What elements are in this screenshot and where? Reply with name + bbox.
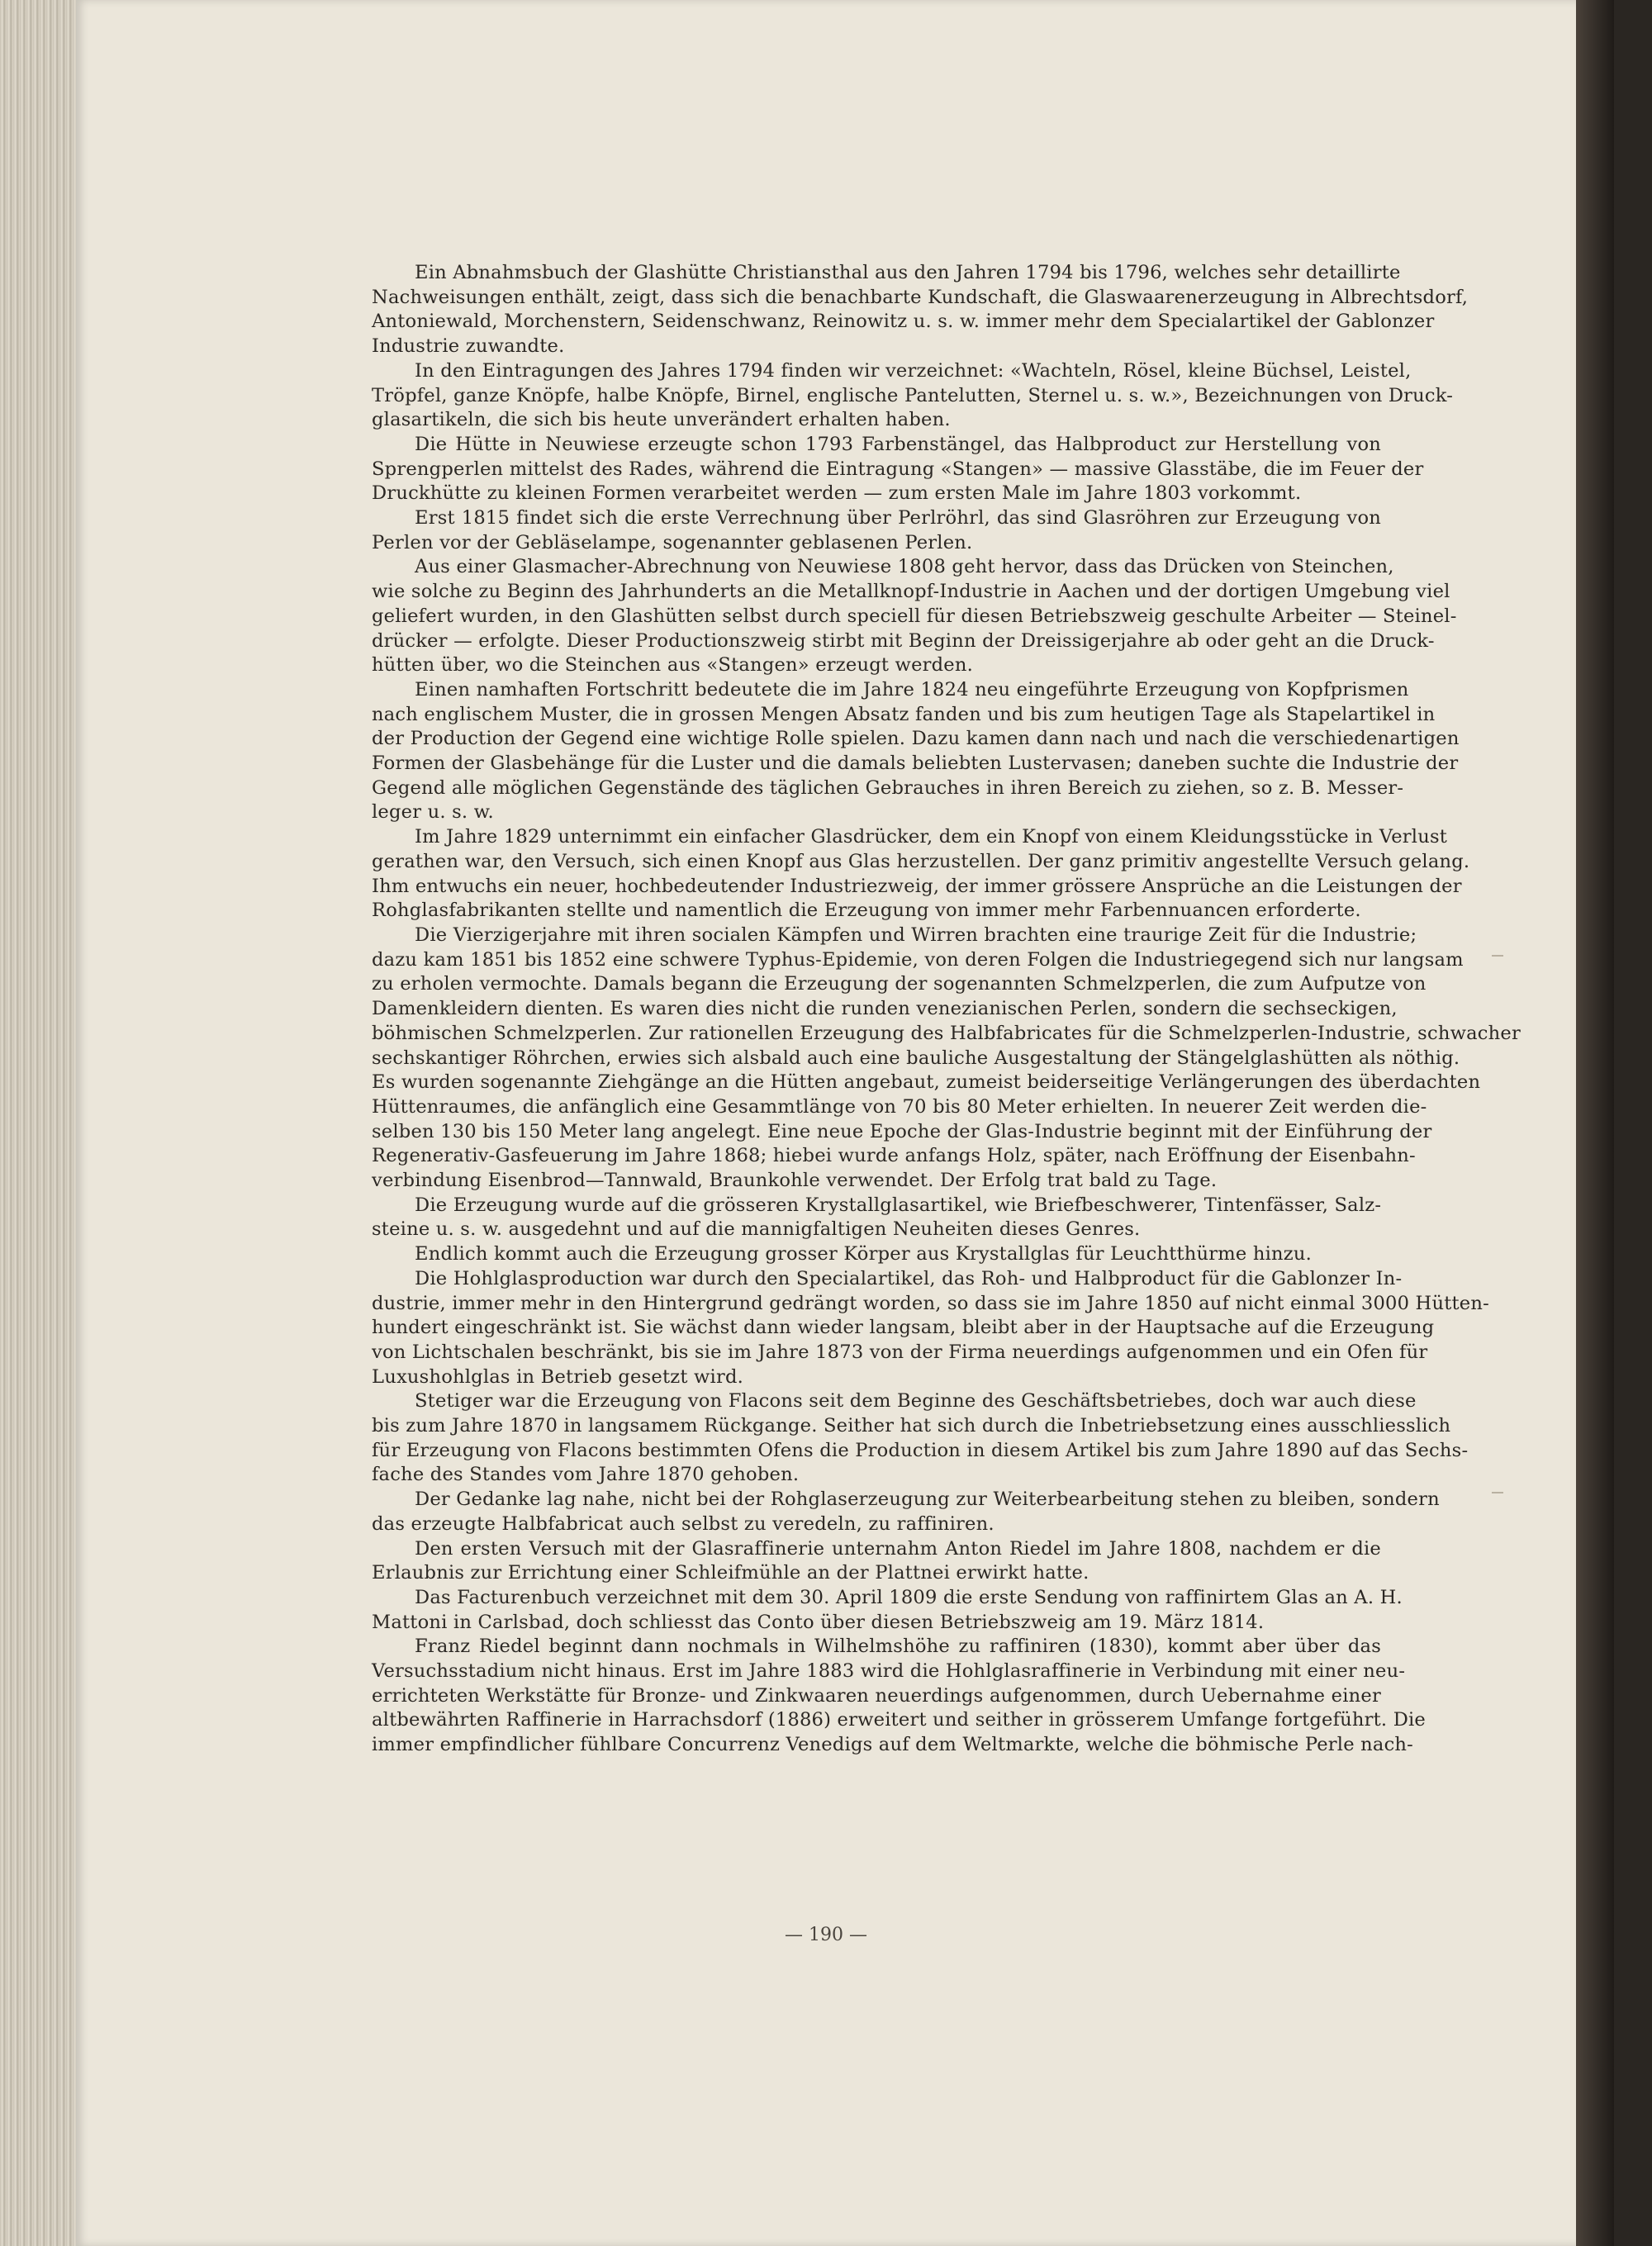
text-line: dustrie, immer mehr in den Hintergrund gedrängt worden, so dass sie im Jahre 1850 auf nicht einmal 3000 Hütten- [372,1292,1489,1314]
body-text [372,261,1521,1758]
text-line: Erst 1815 findet sich die erste Verrechnung über Perlröhrl, das sind Glasröhren zur Erzeugung von [415,507,1381,529]
text-line: Nachweisungen enthält, zeigt, dass sich die benachbarte Kundschaft, die Glaswaarenerzeugung in Albrechtsdorf, [372,286,1469,308]
text-line: der Production der Gegend eine wichtige Rolle spielen. Dazu kamen dann nach und nach die verschiedenartigen [372,728,1460,750]
text-line: Perlen vor der Gebläselampe, sogenannter geblasenen Perlen. [372,531,973,553]
text-line: Ein Abnahmsbuch der Glashütte Christiansthal aus den Jahren 1794 bis 1796, welches sehr detaillirte [415,262,1401,283]
text-line: Erlaubnis zur Errichtung einer Schleifmühle an der Plattnei erwirkt hatte. [372,1562,1089,1584]
text-line: selben 130 bis 150 Meter lang angelegt. Eine neue Epoche der Glas-Industrie beginnt mit der Einführung der [372,1120,1432,1142]
book-page-edges [0,0,76,2246]
text-line: bis zum Jahre 1870 in langsamem Rückgange. Seither hat sich durch die Inbetriebsetzung eines ausschliesslich [372,1415,1451,1437]
text-line: leger u. s. w. [372,801,494,824]
text-line: Tröpfel, ganze Knöpfe, halbe Knöpfe, Birnel, englische Pantelutten, Sternel u. s. w.», Bezeichnungen von Druck- [372,384,1454,406]
text-line: Endlich kommt auch die Erzeugung grosser Körper aus Krystallglas für Leuchtthürme hinzu. [415,1243,1313,1265]
text-line: Es wurden sogenannte Ziehgänge an die Hütten angebaut, zumeist beiderseitige Verlängerungen des überdachten [372,1071,1481,1094]
margin-mark [1492,1492,1503,1493]
margin-mark [1492,955,1503,957]
text-line: Sprengperlen mittelst des Rades, während die Eintragung «Stangen» — massive Glasstäbe, die im Feuer der [372,458,1424,480]
text-line: Antoniewald, Morchenstern, Seidenschwanz, Reinowitz u. s. w. immer mehr dem Specialartikel der Gablonzer [372,311,1435,333]
text-line: Die Vierzigerjahre mit ihren socialen Kämpfen und Wirren brachten eine traurige Zeit für die Industrie; [415,924,1417,946]
text-line: Rohglasfabrikanten stellte und namentlich die Erzeugung von immer mehr Farbennuancen erforderte. [372,900,1361,922]
text-line: Regenerativ-Gasfeuerung im Jahre 1868; hiebei wurde anfangs Holz, später, nach Eröffnung der Eisenbahn- [372,1145,1416,1167]
text-line: In den Eintragungen des Jahres 1794 finden wir verzeichnet: «Wachteln, Rösel, kleine Büchsel, Leistel, [415,359,1412,382]
text-line: für Erzeugung von Flacons bestimmten Ofens die Production in diesem Artikel bis zum Jahre 1890 auf das Sechs- [372,1439,1469,1461]
text-line: böhmischen Schmelzperlen. Zur rationellen Erzeugung des Halbfabricates für die Schmelzperlen-Industrie, schwacher [372,1022,1521,1044]
text-line: steine u. s. w. ausgedehnt und auf die mannigfaltigen Neuheiten dieses Genres. [372,1218,1141,1241]
text-line: nach englischem Muster, die in grossen Mengen Absatz fanden und bis zum heutigen Tage als Stapelartikel in [372,703,1436,725]
text-line: von Lichtschalen beschränkt, bis sie im Jahre 1873 von der Firma neuerdings aufgenommen und ein Ofen für [372,1341,1428,1363]
text-line: Einen namhaften Fortschritt bedeutete die im Jahre 1824 neu eingeführte Erzeugung von Kopfprismen [415,678,1409,700]
text-line: Mattoni in Carlsbad, doch schliesst das Conto über diesen Betriebszweig am 19. März 1814. [372,1611,1265,1633]
text-line: Aus einer Glasmacher-Abrechnung von Neuwiese 1808 geht hervor, dass das Drücken von Steinchen, [415,556,1394,578]
text-line: Industrie zuwandte. [372,335,565,358]
text-line: Stetiger war die Erzeugung von Flacons seit dem Beginne des Geschäftsbetriebes, doch war auch diese [415,1390,1417,1413]
text-line: Gegend alle möglichen Gegenstände des täglichen Gebrauches in ihren Bereich zu ziehen, so z. B. Messer- [372,776,1404,799]
text-line: Ihm entwuchs ein neuer, hochbedeutender Industriezweig, der immer grössere Ansprüche an die Leistungen der [372,875,1462,897]
text-line: Damenkleidern dienten. Es waren dies nicht die runden venezianischen Perlen, sondern die sechseckigen, [372,998,1398,1020]
text-line: immer empfindlicher fühlbare Concurrenz Venedigs auf dem Weltmarkte, welche die böhmische Perle nach- [372,1734,1414,1756]
text-line: Die Hütte in Neuwiese erzeugte schon 1793 Farbenstängel, das Halbproduct zur Herstellung von [415,433,1381,455]
text-line: Die Erzeugung wurde auf die grösseren Krystallglasartikel, wie Briefbeschwerer, Tintenfässer, Salz- [415,1194,1382,1216]
page-number: — 190 — [785,1925,867,1945]
text-line: Den ersten Versuch mit der Glasraffinerie unternahm Anton Riedel im Jahre 1808, nachdem er die [415,1537,1381,1560]
text-line: zu erholen vermochte. Damals begann die Erzeugung der sogenannten Schmelzperlen, die zum Aufputze von [372,973,1427,995]
text-line: wie solche zu Beginn des Jahrhunderts an die Metallknopf-Industrie in Aachen und der dortigen Umgebung viel [372,581,1450,603]
text-line: errichteten Werkstätte für Bronze- und Zinkwaaren neuerdings aufgenommen, durch Uebernahme einer [372,1684,1381,1707]
text-line: Formen der Glasbehänge für die Luster und die damals beliebten Lustervasen; daneben suchte die Industrie der [372,753,1459,775]
text-line: dazu kam 1851 bis 1852 eine schwere Typhus-Epidemie, von deren Folgen die Industriegegend sich nur langsam [372,948,1464,971]
text-line: Druckhütte zu kleinen Formen verarbeitet werden — zum ersten Male im Jahre 1803 vorkommt. [372,482,1302,505]
text-line: Im Jahre 1829 unternimmt ein einfacher Glasdrücker, dem ein Knopf von einem Kleidungsstücke in Verlust [415,826,1448,848]
text-line: sechskantiger Röhrchen, erwies sich alsbald auch eine bauliche Ausgestaltung der Stängelglashütten als nöthig. [372,1047,1460,1069]
text-line: hundert eingeschränkt ist. Sie wächst dann wieder langsam, bleibt aber in der Hauptsache auf die Erzeugung [372,1317,1435,1339]
text-line: Versuchsstadium nicht hinaus. Erst im Jahre 1883 wird die Hohlglasraffinerie in Verbindung mit einer neu- [372,1660,1406,1683]
text-line: gerathen war, den Versuch, sich einen Knopf aus Glas herzustellen. Der ganz primitiv angestellte Versuch gelang. [372,850,1470,872]
text-line: drücker — erfolgte. Dieser Productionszweig stirbt mit Beginn der Dreissigerjahre ab oder geht an die Druck- [372,629,1435,652]
text-line: hütten über, wo die Steinchen aus «Stangen» erzeugt werden. [372,654,974,677]
text-line: Hüttenraumes, die anfänglich eine Gesammtlänge von 70 bis 80 Meter erhielten. In neuerer Zeit werden die- [372,1095,1427,1118]
text-line: Die Hohlglasproduction war durch den Specialartikel, das Roh- und Halbproduct für die Gablonzer In- [415,1267,1403,1289]
text-line: Luxushohlglas in Betrieb gesetzt wird. [372,1365,744,1388]
binding-shadow [1576,0,1614,2246]
text-line: fache des Standes vom Jahre 1870 gehoben. [372,1464,800,1486]
text-line: altbewährten Raffinerie in Harrachsdorf (1886) erweitert und seither in grösserem Umfange fortgeführt. Die [372,1709,1427,1731]
text-line: Franz Riedel beginnt dann nochmals in Wilhelmshöhe zu raffiniren (1830), kommt aber über das [415,1636,1381,1658]
text-line: geliefert wurden, in den Glashütten selbst durch speciell für diesen Betriebszweig geschulte Arbeiter — Steinel- [372,605,1457,627]
text-line: verbindung Eisenbrod—Tannwald, Braunkohle verwendet. Der Erfolg trat bald zu Tage. [372,1170,1218,1192]
text-line: Der Gedanke lag nahe, nicht bei der Rohglaserzeugung zur Weiterbearbeitung stehen zu bleiben, sondern [415,1489,1440,1511]
text-line: das erzeugte Halbfabricat auch selbst zu veredeln, zu raffiniren. [372,1512,995,1535]
text-line: Das Facturenbuch verzeichnet mit dem 30. April 1809 die erste Sendung von raffinirtem Glas an A. H. [415,1586,1403,1608]
text-line: glasartikeln, die sich bis heute unverändert erhalten haben. [372,409,951,431]
